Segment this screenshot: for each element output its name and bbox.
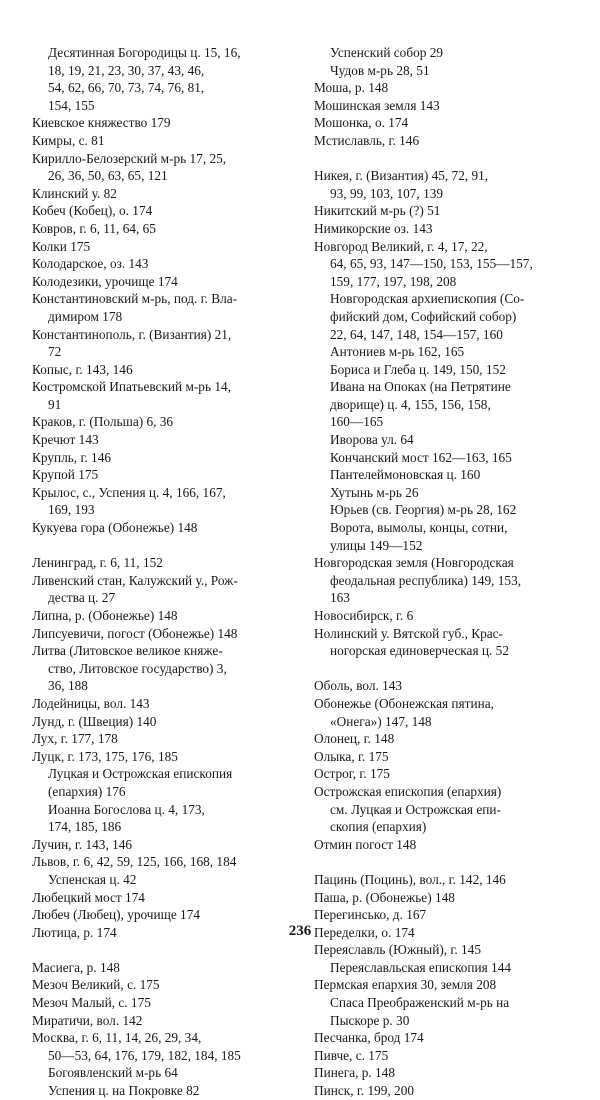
index-entry-line: Обонежье (Обонежская пятина,: [314, 695, 494, 711]
index-subentry-line: фийский дом, Софийский собор): [330, 308, 517, 324]
index-column-left: [32, 44, 300, 1100]
index-subentry-line: 169, 193: [48, 502, 95, 518]
index-entry-line: Колодарское, оз. 143: [32, 256, 149, 272]
index-entry-line: Мошонка, о. 174: [314, 115, 409, 131]
index-entry-line: Ковров, г. 6, 11, 64, 65: [32, 220, 156, 236]
index-entry-line: Паша, р. (Обонежье) 148: [314, 889, 455, 905]
index-entry-line: Мстиславль, г. 146: [314, 132, 420, 148]
index-subentry-line: 26, 36, 50, 63, 65, 121: [48, 168, 168, 184]
index-entry-line: Пинега, р. 148: [314, 1065, 395, 1081]
index-entry-line: Крылос, с., Успения ц. 4, 166, 167,: [32, 484, 226, 500]
index-subentry-line: дворище) ц. 4, 155, 156, 158,: [330, 396, 491, 412]
index-subentry-line: Успения ц. на Покровке 82: [48, 1083, 200, 1099]
index-entry-line: Лютица, р. 174: [32, 924, 117, 940]
index-entry-line: Кирилло-Белозерский м-рь 17, 25,: [32, 150, 227, 166]
index-entry-line: Краков, г. (Польша) 6, 36: [32, 414, 174, 430]
index-subentry-line: Пантелеймоновская ц. 160: [330, 467, 481, 483]
index-subentry-line: 22, 64, 147, 148, 154—157, 160: [330, 326, 503, 342]
index-entry-line: Перегинсько, д. 167: [314, 907, 427, 923]
index-subentry-line: улицы 149—152: [330, 537, 423, 553]
index-subentry-line: Переяславльская епископия 144: [330, 959, 512, 975]
index-entry-line: Острог, г. 175: [314, 766, 390, 782]
index-subentry-line: Иворова ул. 64: [330, 432, 414, 448]
index-entry-line: Константиновский м-рь, под. г. Вла-: [32, 291, 238, 307]
index-subentry-line: Десятинная Богородицы ц. 15, 16,: [48, 45, 241, 60]
index-entry-line: Пивче, с. 175: [314, 1047, 389, 1063]
index-subentry-line: Антониев м-рь 162, 165: [330, 344, 465, 360]
index-subentry-line: Хутынь м-рь 26: [330, 484, 419, 500]
index-entry-line: Москва, г. 6, 11, 14, 26, 29, 34,: [32, 1030, 202, 1046]
section-gap: [32, 537, 300, 555]
index-entry-line: Острожская епископия (епархия): [314, 783, 502, 799]
index-entry-line: Оболь, вол. 143: [314, 678, 403, 694]
index-column-right: [314, 44, 576, 1100]
index-subentry-line: димиром 178: [48, 308, 123, 324]
index-subentry-line: дества ц. 27: [48, 590, 116, 606]
index-subentry-line: 174, 185, 186: [48, 819, 122, 835]
index-entry-line: Никея, г. (Византия) 45, 72, 91,: [314, 168, 489, 184]
index-entry-line: Олонец, г. 148: [314, 731, 395, 747]
index-entry-line: Ленинград, г. 6, 11, 152: [32, 555, 163, 571]
index-entry-line: Мезоч Малый, с. 175: [32, 995, 151, 1011]
index-entry-line: Пермская епархия 30, земля 208: [314, 977, 497, 993]
index-subentry-line: Бориса и Глеба ц. 149, 150, 152: [330, 361, 506, 377]
index-subentry-line: 54, 62, 66, 70, 73, 74, 76, 81,: [48, 80, 205, 96]
index-entry-line: Колодезики, урочище 174: [32, 273, 178, 289]
index-entry-line: Кимры, с. 81: [32, 132, 105, 148]
index-entry-line: Литва (Литовское великое княже-: [32, 643, 223, 659]
index-entry-line: Моша, р. 148: [314, 80, 389, 96]
index-entry-line: Киевское княжество 179: [32, 115, 171, 131]
index-entry-line: Миратичи, вол. 142: [32, 1012, 143, 1028]
index-subentry-line: скопия (епархия): [330, 819, 427, 835]
index-entry-line: Любецкий мост 174: [32, 889, 145, 905]
index-entry-line: Пинск, г. 199, 200: [314, 1083, 414, 1099]
index-entry-line: Нолинский у. Вятской губ., Крас-: [314, 625, 503, 641]
index-subentry-line: Успенская ц. 42: [48, 871, 137, 887]
index-subentry-line: 154, 155: [48, 97, 95, 113]
index-entry-line: Крупль, г. 146: [32, 449, 112, 465]
section-gap: [314, 853, 576, 871]
index-entry-line: Копыс, г. 143, 146: [32, 361, 133, 377]
index-subentry-line: ство, Литовское государство) 3,: [48, 660, 227, 676]
index-subentry-line: «Онега») 147, 148: [330, 713, 432, 729]
index-subentry-line: ногорская единоверческая ц. 52: [330, 643, 509, 659]
index-subentry-line: 18, 19, 21, 23, 30, 37, 43, 46,: [48, 62, 205, 78]
index-entry-line: Нимикорские оз. 143: [314, 220, 433, 236]
index-subentry-line: 91: [48, 396, 62, 412]
index-entry-line: Любеч (Любец), урочище 174: [32, 907, 201, 923]
index-subentry-line: 159, 177, 197, 198, 208: [330, 273, 457, 289]
index-entry-line: Ливенский стан, Калужский у., Рож-: [32, 572, 238, 588]
index-entry-line: Лодейницы, вол. 143: [32, 695, 150, 711]
index-entry-line: Отмин погост 148: [314, 836, 417, 852]
index-entry-line: Львов, г. 6, 42, 59, 125, 166, 168, 184: [32, 854, 237, 870]
index-entry-line: Лучин, г. 143, 146: [32, 836, 133, 852]
index-entry-line: Переделки, о. 174: [314, 924, 415, 940]
index-entry-line: Олыка, г. 175: [314, 748, 389, 764]
index-subentry-line: 163: [330, 590, 350, 606]
index-subentry-line: Чудов м-рь 28, 51: [330, 62, 430, 78]
index-entry-line: Кречют 143: [32, 432, 99, 448]
index-subentry-line: 36, 188: [48, 678, 88, 694]
index-entry-line: Мошинская земля 143: [314, 97, 440, 113]
index-subentry-line: 64, 65, 93, 147—150, 153, 155—157,: [330, 256, 533, 272]
index-subentry-line: Пыскоре р. 30: [330, 1012, 410, 1028]
index-subentry-line: Богоявленский м-рь 64: [48, 1065, 178, 1081]
page-number: 236: [288, 923, 312, 939]
index-entry-line: Кобеч (Кобец), о. 174: [32, 203, 153, 219]
index-entry-line: Костромской Ипатьевский м-рь 14,: [32, 379, 231, 395]
index-subentry-line: Ворота, вымолы, концы, сотни,: [330, 520, 508, 536]
index-subentry-line: 50—53, 64, 176, 179, 182, 184, 185: [48, 1047, 241, 1063]
index-subentry-line: см. Луцкая и Острожская епи-: [330, 801, 501, 817]
index-entry-line: Липна, р. (Обонежье) 148: [32, 608, 178, 623]
index-entry-line: Новгородская земля (Новгородская: [314, 555, 514, 571]
index-entry-line: Песчанка, брод 174: [314, 1030, 424, 1046]
index-entry-line: Колки 175: [32, 238, 91, 254]
index-entry-line: Масиега, р. 148: [32, 959, 120, 975]
index-subentry-line: 72: [48, 344, 62, 360]
section-gap: [32, 941, 300, 959]
index-entry-line: Лунд, г. (Швеция) 140: [32, 713, 157, 729]
index-subentry-line: Ивана на Опоках (на Петрятине: [330, 379, 511, 395]
index-subentry-line: Новгородская архиепископия (Со-: [330, 291, 525, 307]
index-subentry-line: (епархия) 176: [48, 783, 126, 799]
index-entry-line: Пацинь (Поцинь), вол., г. 142, 146: [314, 871, 506, 887]
index-subentry-line: феодальная республика) 149, 153,: [330, 572, 522, 588]
index-entry-line: Новосибирск, г. 6: [314, 608, 414, 623]
index-entry-line: Новгород Великий, г. 4, 17, 22,: [314, 238, 488, 254]
index-subentry-line: Юрьев (св. Георгия) м-рь 28, 162: [330, 502, 517, 518]
index-subentry-line: 160—165: [330, 414, 384, 430]
index-subentry-line: Успенский собор 29: [330, 45, 444, 60]
section-gap: [314, 660, 576, 678]
index-subentry-line: Кончанский мост 162—163, 165: [330, 449, 512, 465]
index-subentry-line: Иоанна Богослова ц. 4, 173,: [48, 801, 205, 817]
index-entry-line: Луцк, г. 173, 175, 176, 185: [32, 748, 178, 764]
section-gap: [314, 150, 576, 168]
index-subentry-line: Спаса Преображенский м-рь на: [330, 995, 510, 1011]
index-subentry-line: 93, 99, 103, 107, 139: [330, 185, 444, 201]
index-entry-line: Кукуева гора (Обонежье) 148: [32, 520, 198, 536]
index-entry-line: Лух, г. 177, 178: [32, 731, 118, 747]
index-entry-line: Переяславль (Южный), г. 145: [314, 942, 481, 958]
index-entry-line: Клинский у. 82: [32, 185, 117, 201]
index-subentry-line: Луцкая и Острожская епископия: [48, 766, 233, 782]
index-entry-line: Константинополь, г. (Византия) 21,: [32, 326, 232, 342]
index-entry-line: Никитский м-рь (?) 51: [314, 203, 441, 219]
index-entry-line: Липсуевичи, погост (Обонежье) 148: [32, 625, 238, 641]
index-entry-line: Крупой 175: [32, 467, 99, 483]
index-entry-line: Мезоч Великий, с. 175: [32, 977, 160, 993]
